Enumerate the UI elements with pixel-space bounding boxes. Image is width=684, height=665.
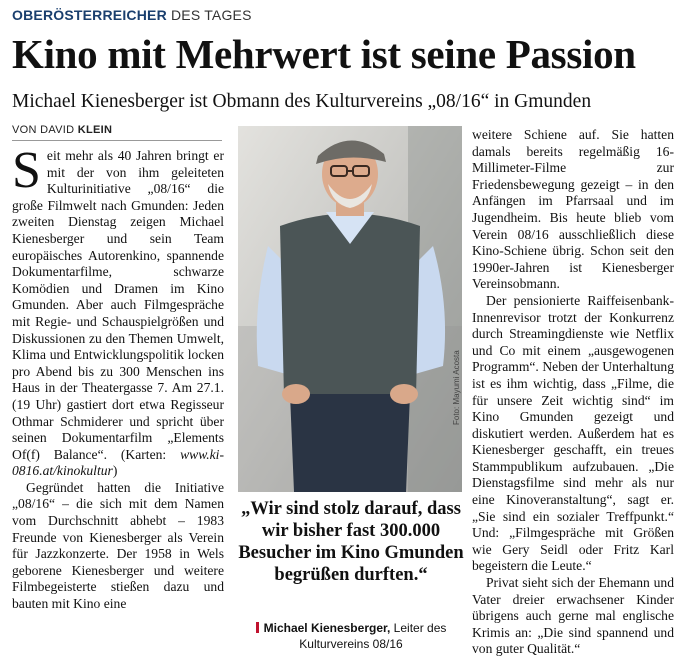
kicker-rest: DES TAGES [166, 7, 252, 23]
pull-quote: „Wir sind stolz darauf, dass wir bisher fast 300.000 Besucher im Kino Gmunden begrüßen durften.“ [238, 499, 464, 585]
paragraph-1 [12, 142, 224, 480]
attribution-role: Leiter des Kulturvereins 08/16 [299, 621, 447, 651]
attribution-name: Michael Kienesberger, [263, 621, 391, 635]
byline-rule [12, 140, 222, 141]
drop-cap: S [12, 142, 41, 199]
paragraph-2: Gegründet hatten die Initiative „08/16“ – die sich mit dem Namen vom Durchschnitt abhebt – 1983 Freunde von Kienesberger als Verein für Jazzkonzerte. Der 1958 in Wels geborene Kienesberger und weitere Filmbegeisterte stießen dazu und bauten mit Kino eine [12, 479, 224, 612]
paragraph-1-text: eit mehr als 40 Jahren bringt er mit der von ihm geleiteten Kulturinitiative „08/16“ die große Filmwelt nach Gmunden: Jeden zweiten Dienstag zeigen Michael Kienesberger und sein Team europäisches Autorenkino, spannende Dokumentarfilme, schwarze Komödien und Dramen im Kino Gmunden. Aber auch Filmgespräche mit Regie- und Schauspielgrößen und Diskussionen zu den Themen Umwelt, Klima und Entwicklungspolitik locken pro Abend bis zu 300 Menschen ins Haus in der Theatergasse 7. Am 27.1. (19 Uhr) gastiert dort etwa Regisseur Othmar Schmiderer und spricht über seinen Dokumentarfilm „Elements Of(f) Balance“. (Karten: [12, 148, 224, 462]
portrait-photo [238, 126, 462, 492]
article-column-1 [12, 142, 224, 613]
quote-attribution [238, 620, 464, 652]
article-column-3 [472, 127, 674, 658]
accent-bar [256, 622, 259, 633]
paragraph-5: Privat sieht sich der Ehemann und Vater dreier erwachsener Kinder übrigens auch gerne mal englische Krimis an: „Die sind spannend und von guter Qualität.“ [472, 575, 674, 657]
byline-prefix: VON DAVID [12, 124, 78, 136]
headline: Kino mit Mehrwert ist seine Passion [12, 31, 636, 77]
author-name: KLEIN [77, 124, 113, 136]
kicker-bold: OBERÖSTERREICHER [12, 7, 167, 23]
portrait-illustration [238, 126, 462, 492]
photo-credit: Foto: Mayumi Acosta [452, 350, 461, 425]
paragraph-1-end: ) [112, 463, 118, 479]
section-kicker [12, 7, 252, 23]
byline [12, 124, 112, 136]
paragraph-4: Der pensionierte Raiffeisenbank-Innenrevisor trotzt der Konkurrenz durch Streamingdienste wie Netflix und Co mit einem „ausgewogenen Programm“. Neben der Unterhaltung ist es ihm wichtig, dass „Filme, die für unsere Zeit wichtig sind“ im Kino Gmunden gezeigt und diskutiert werden. Außerdem hat es Kienesberger geschafft, ein treues Stammpublikum aufzubauen. „Die Dienstagsfilme sind mehr als nur eine Kinoveranstaltung“, sagt er. „Sie sind ein sozialer Treffpunkt.“ Und: „Filmgespräche mit Größen wie Gery Seidl oder Fritz Karl begeistern die Leute.“ [472, 292, 674, 574]
paragraph-3: weitere Schiene auf. Sie hatten damals bereits regelmäßig 16-Millimeter-Filme zur Friedensbewegung gezeigt – in den Anfängen im Pfarrsaal und im Jugendheim. Bis heute blieb vom Verein 08/16 ausschließlich diese Kino-Schiene übrig. Schon seit den 1990er-Jahren ist Kienesberger Vereinsobmann. [472, 127, 674, 292]
website-link: www.ki-0816.at/kinokultur [12, 446, 224, 479]
subheadline: Michael Kienesberger ist Obmann des Kulturvereins „08/16“ in Gmunden [12, 91, 592, 112]
